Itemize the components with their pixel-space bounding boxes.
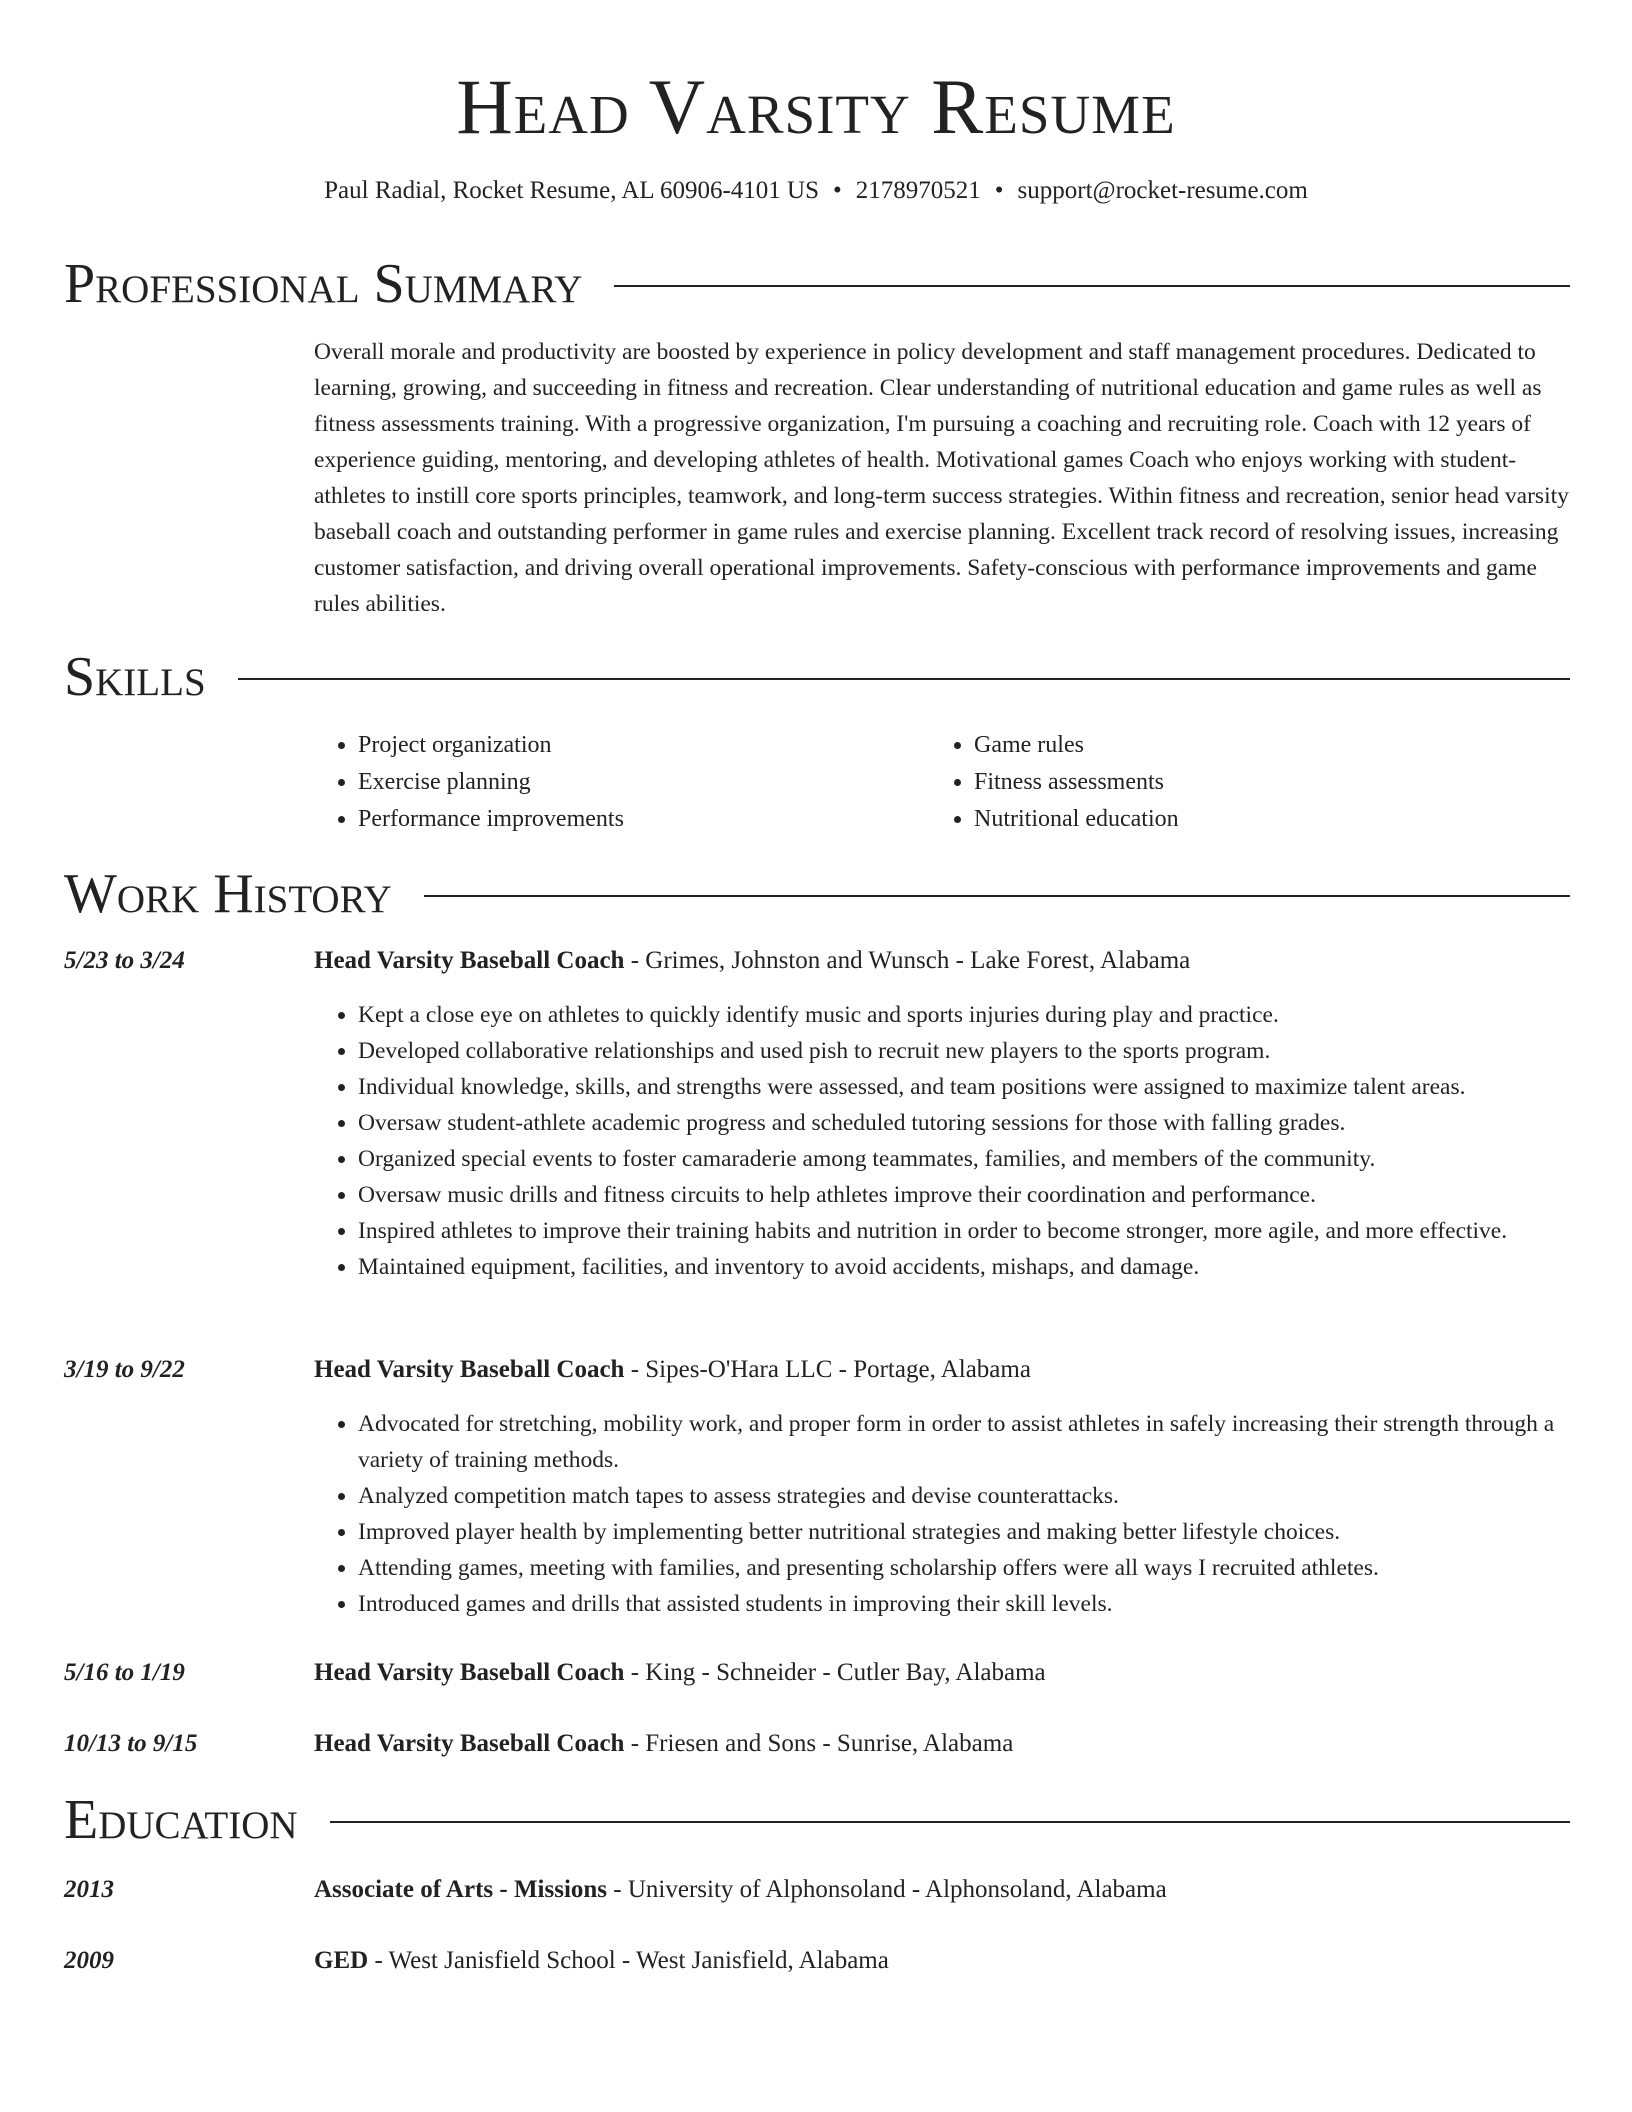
job-bullet: • Attending games, meeting with families, and presenting scholarship offers were all ways I recruited athletes. (358, 1550, 1574, 1586)
skill-item: • Exercise planning (358, 764, 930, 801)
job-employer: - King - Schneider - Cutler Bay, Alabama (624, 1659, 1046, 1686)
section-divider (614, 285, 1570, 287)
job-bullet: • Organized special events to foster camaraderie among teammates, families, and members of the community. (358, 1141, 1574, 1177)
section-divider (238, 678, 1570, 680)
education-year: 2009 (64, 1947, 114, 1974)
section-title: Skills (64, 646, 206, 708)
skills-column-right (930, 727, 1546, 838)
job-dates: 10/13 to 9/15 (64, 1730, 198, 1757)
contact-line (0, 176, 1632, 206)
resume-title: Head Varsity Resume (456, 63, 1176, 150)
education-description (314, 1944, 889, 1978)
education-degree: Associate of Arts - Missions (314, 1876, 608, 1903)
job-bullet: • Developed collaborative relationships and used pish to recruit new players to the sports program. (358, 1033, 1574, 1069)
contact-phone: 2178970521 (855, 177, 981, 204)
job-description (314, 1656, 1046, 1690)
job-description (314, 1353, 1031, 1387)
job-bullet: • Inspired athletes to improve their training habits and nutrition in order to become stronger, more agile, and more effective. (358, 1213, 1574, 1249)
job-bullet: • Improved player health by implementing better nutritional strategies and making better lifestyle choices. (358, 1514, 1574, 1550)
job-role: Head Varsity Baseball Coach (314, 1659, 625, 1686)
job-role: Head Varsity Baseball Coach (314, 1730, 625, 1757)
section-header-education (64, 1788, 1570, 1852)
job-bullet: • Maintained equipment, facilities, and inventory to avoid accidents, mishaps, and damage. (358, 1249, 1574, 1285)
contact-email: support@rocket-resume.com (1017, 177, 1308, 204)
job-employer: - Sipes-O'Hara LLC - Portage, Alabama (624, 1356, 1031, 1383)
contact-separator: • (833, 177, 842, 204)
job-description (314, 944, 1190, 978)
job-dates: 3/19 to 9/22 (64, 1356, 185, 1383)
job-bullets (314, 997, 1574, 1285)
education-school: - West Janisfield School - West Janisfield, Alabama (368, 1947, 889, 1974)
job-description (314, 1727, 1013, 1761)
contact-address: Paul Radial, Rocket Resume, AL 60906-4101 US (324, 177, 820, 204)
education-degree: GED (314, 1947, 369, 1974)
education-description (314, 1873, 1167, 1907)
skill-item: • Project organization (358, 727, 930, 764)
job-bullet: • Introduced games and drills that assisted students in improving their skill levels. (358, 1586, 1574, 1622)
job-role: Head Varsity Baseball Coach (314, 947, 625, 974)
education-year: 2013 (64, 1876, 114, 1903)
job-bullets (314, 1406, 1574, 1622)
contact-separator: • (994, 177, 1004, 204)
skill-item: • Game rules (974, 727, 1546, 764)
section-title: Education (64, 1789, 298, 1851)
skill-item: • Nutritional education (974, 801, 1546, 838)
education-school: - University of Alphonsoland - Alphonsoland, Alabama (607, 1876, 1167, 1903)
job-bullet: • Advocated for stretching, mobility work, and proper form in order to assist athletes in safely increasing their strength through a variety of training methods. (358, 1406, 1574, 1478)
job-bullet: • Analyzed competition match tapes to assess strategies and devise counterattacks. (358, 1478, 1574, 1514)
section-header-skills (64, 645, 1570, 709)
job-bullet: • Oversaw student-athlete academic progress and scheduled tutoring sessions for those with falling grades. (358, 1105, 1574, 1141)
section-divider (424, 895, 1570, 897)
job-dates: 5/16 to 1/19 (64, 1659, 185, 1686)
job-employer: - Grimes, Johnston and Wunsch - Lake Forest, Alabama (624, 947, 1191, 974)
section-title: Professional Summary (64, 253, 583, 315)
skills-list (314, 727, 1570, 838)
job-employer: - Friesen and Sons - Sunrise, Alabama (624, 1730, 1014, 1757)
job-dates: 5/23 to 3/24 (64, 947, 185, 974)
section-header-summary (64, 252, 1570, 316)
section-header-work (64, 862, 1570, 926)
skills-column-left (314, 727, 930, 838)
section-title: Work History (64, 863, 392, 925)
summary-text: Overall morale and productivity are boosted by experience in policy development and staff management procedures. Dedicated to learning, growing, and succeeding in fitness and recreation. Clear understanding of nutritional education and game rules as well as fitness assessments training. With a progressive organization, I'm pursuing a coaching and recruiting role. Coach with 12 years of experience guiding, mentoring, and developing athletes of health. Motivational games Coach who enjoys working with student-athletes to instill core sports principles, teamwork, and long-term success strategies. Within fitness and recreation, senior head varsity baseball coach and outstanding performer in game rules and exercise planning. Excellent track record of resolving issues, increasing customer satisfaction, and driving overall operational improvements. Safety-conscious with performance improvements and game rules abilities. (314, 339, 1569, 617)
job-role: Head Varsity Baseball Coach (314, 1356, 625, 1383)
skill-item: • Performance improvements (358, 801, 930, 838)
skill-item: • Fitness assessments (974, 764, 1546, 801)
job-bullet: • Kept a close eye on athletes to quickly identify music and sports injuries during play and practice. (358, 997, 1574, 1033)
job-bullet: • Oversaw music drills and fitness circuits to help athletes improve their coordination and performance. (358, 1177, 1574, 1213)
section-divider (330, 1821, 1570, 1823)
job-bullet: • Individual knowledge, skills, and strengths were assessed, and team positions were assigned to maximize talent areas. (358, 1069, 1574, 1105)
